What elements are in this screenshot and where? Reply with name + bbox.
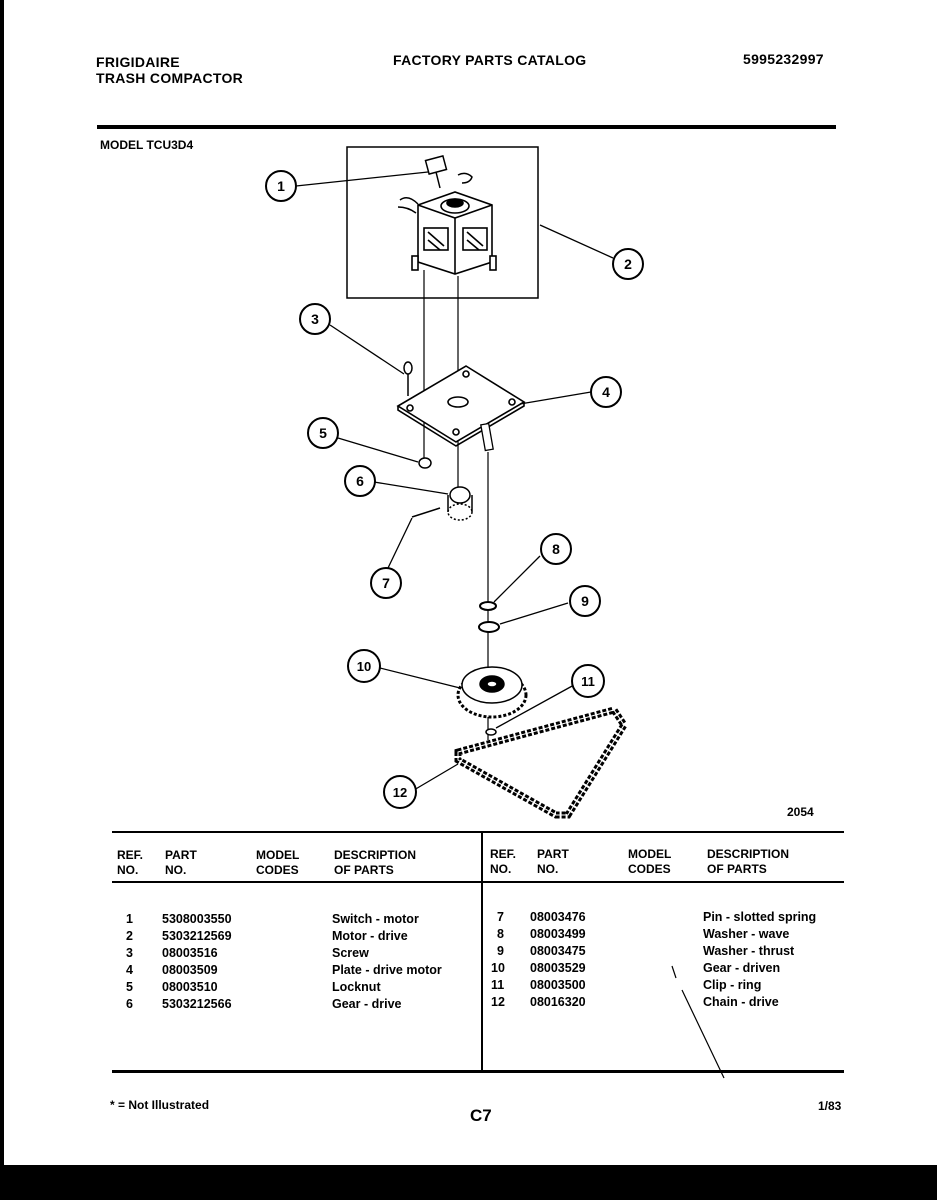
part-number: 08003476 — [530, 910, 586, 924]
callout-12 — [384, 776, 416, 808]
part-description: Motor - drive — [332, 929, 408, 943]
part-number: 5308003550 — [162, 912, 232, 926]
part-description: Clip - ring — [703, 978, 762, 992]
part-number: 08003499 — [530, 927, 586, 941]
header-desc-right: DESCRIPTION OF PARTS — [707, 847, 790, 876]
part-number: 5303212566 — [162, 997, 232, 1011]
part-description: Pin - slotted spring — [703, 910, 817, 924]
callout-10 — [348, 650, 380, 682]
part-description: Plate - drive motor — [332, 963, 442, 977]
svg-text:11: 11 — [581, 674, 595, 689]
part-number: 08003516 — [162, 946, 218, 960]
part-number: 08003475 — [530, 944, 586, 958]
ref-number: 5 — [126, 980, 133, 994]
figure-number: 2054 — [787, 805, 814, 819]
thrust-washer — [479, 622, 499, 632]
part-description: Locknut — [332, 980, 381, 994]
slotted-spring-pin-top — [481, 424, 493, 451]
svg-text:7: 7 — [382, 575, 390, 591]
slotted-spring-pin — [412, 508, 440, 517]
model-label: MODEL TCU3D4 — [100, 138, 194, 152]
callout-9 — [570, 586, 600, 616]
callout-11 — [572, 665, 604, 697]
screw — [404, 362, 412, 396]
part-number: 08003529 — [530, 961, 586, 975]
revision-date: 1/83 — [818, 1099, 842, 1113]
part-description: Gear - driven — [703, 961, 781, 975]
ref-number: 1 — [126, 912, 133, 926]
table-top-rule — [112, 831, 844, 833]
callout-3 — [300, 304, 330, 334]
header-part-left: PART NO. — [165, 848, 197, 877]
locknut — [419, 458, 431, 468]
part-description: Gear - drive — [332, 997, 402, 1011]
part-description: Screw — [332, 946, 369, 960]
clip-ring — [486, 729, 496, 735]
part-description: Chain - drive — [703, 995, 779, 1009]
svg-text:12: 12 — [392, 785, 408, 800]
callout-1 — [266, 171, 296, 201]
callout-4 — [591, 377, 621, 407]
pen-mark — [660, 960, 740, 1090]
ref-number: 12 — [491, 995, 505, 1009]
table-row — [112, 945, 481, 962]
brand-name: FRIGIDAIRE — [96, 54, 180, 70]
header-part-right: PART NO. — [537, 847, 569, 876]
drive-chain — [458, 710, 624, 815]
callout-6 — [345, 466, 375, 496]
ref-number: 9 — [497, 944, 504, 958]
product-name: TRASH COMPACTOR — [96, 70, 244, 86]
header-desc-left: DESCRIPTION OF PARTS — [334, 848, 417, 877]
drive-gear — [448, 487, 472, 520]
ref-number: 11 — [491, 978, 505, 992]
scan-border-bottom — [0, 1165, 937, 1200]
header-ref-right: REF. NO. — [490, 847, 517, 876]
ref-number: 7 — [497, 910, 504, 924]
drive-motor — [412, 192, 496, 274]
part-description: Washer - wave — [703, 927, 790, 941]
wave-washer — [480, 602, 496, 610]
header-ref-left: REF. NO. — [117, 848, 144, 877]
svg-text:8: 8 — [552, 541, 560, 557]
table-row — [483, 926, 844, 943]
svg-text:1: 1 — [277, 178, 285, 194]
table-row — [112, 979, 481, 996]
catalog-title: FACTORY PARTS CATALOG — [393, 52, 587, 68]
ref-number: 4 — [126, 963, 133, 977]
parts-list-left — [112, 911, 481, 1013]
callout-5 — [308, 418, 338, 448]
driven-gear — [458, 667, 526, 717]
callout-2 — [613, 249, 643, 279]
table-row — [112, 962, 481, 979]
ref-number: 8 — [497, 927, 504, 941]
part-description: Washer - thrust — [703, 944, 795, 958]
table-row — [112, 928, 481, 945]
table-row — [483, 909, 844, 926]
ref-number: 3 — [126, 946, 133, 960]
part-number: 08003509 — [162, 963, 218, 977]
page-number: C7 — [470, 1106, 492, 1125]
table-row — [483, 943, 844, 960]
svg-text:5: 5 — [319, 425, 327, 441]
part-number: 08003510 — [162, 980, 218, 994]
svg-text:2: 2 — [624, 256, 632, 272]
drive-motor-plate — [398, 366, 524, 446]
svg-text:3: 3 — [311, 311, 319, 327]
header-model-left: MODEL CODES — [256, 848, 300, 877]
svg-text:10: 10 — [356, 659, 372, 674]
header-model-right: MODEL CODES — [628, 847, 672, 876]
svg-text:4: 4 — [602, 384, 610, 400]
callout-7 — [371, 568, 401, 598]
not-illustrated-note: * = Not Illustrated — [110, 1098, 210, 1112]
table-row — [112, 911, 481, 928]
svg-text:6: 6 — [356, 473, 364, 489]
table-row — [112, 996, 481, 1013]
callout-8 — [541, 534, 571, 564]
svg-text:9: 9 — [581, 593, 589, 609]
part-number: 5303212569 — [162, 929, 232, 943]
catalog-number: 5995232997 — [743, 51, 824, 67]
part-number: 08016320 — [530, 995, 586, 1009]
part-number: 08003500 — [530, 978, 586, 992]
ref-number: 2 — [126, 929, 133, 943]
part-description: Switch - motor — [332, 912, 419, 926]
table-header-rule — [112, 881, 844, 883]
ref-number: 6 — [126, 997, 133, 1011]
ref-number: 10 — [491, 961, 505, 975]
